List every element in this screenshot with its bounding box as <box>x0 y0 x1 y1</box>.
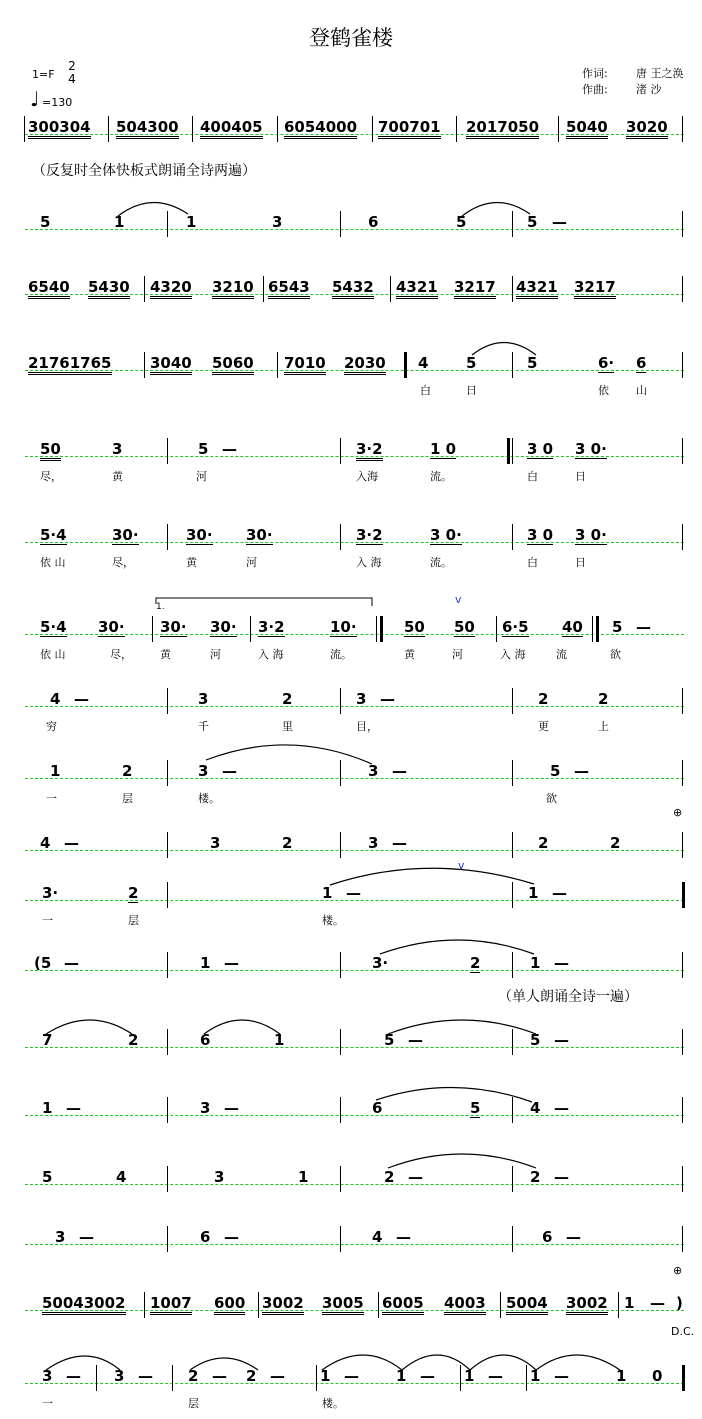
lyric-syllable: 流。 <box>330 648 352 661</box>
notation-token: 4 <box>372 1228 383 1246</box>
lyric-syllable: 山 <box>636 384 647 397</box>
notation-token: 5 <box>384 1031 395 1049</box>
notation-token: 1 <box>320 1367 331 1385</box>
notation-token: — <box>396 1228 411 1246</box>
notation-token: 5 <box>470 1099 481 1117</box>
lyric-syllable: 流。 <box>430 470 452 483</box>
notation-token: 2 <box>610 834 621 852</box>
lyric-syllable: 入 海 <box>356 556 382 569</box>
notation-token: — <box>554 1367 569 1385</box>
lyric-syllable: 白 <box>527 470 538 483</box>
lyric-syllable: 河 <box>246 556 257 569</box>
notation-token: 1 <box>624 1294 635 1312</box>
notation-token: 5 <box>466 354 477 372</box>
notation-token: 7010 <box>284 354 326 375</box>
slur <box>536 1355 620 1370</box>
notation-token: 5 <box>198 440 209 458</box>
coda-sign-icon: ⊕ <box>673 806 683 819</box>
lyric-syllable: 黄 <box>186 556 197 569</box>
notation-token: 1 <box>464 1367 475 1385</box>
time-signature-top: 2 <box>68 59 76 73</box>
notation-token: — <box>66 1099 81 1117</box>
notation-token: 3020 <box>626 118 668 139</box>
notation-token: 3·2 <box>356 440 383 461</box>
slur <box>388 1154 536 1168</box>
slur <box>206 745 372 764</box>
notation-token: 50 <box>40 440 61 461</box>
notation-token: 2 <box>384 1168 395 1186</box>
notation-token: 3 0 <box>527 440 554 458</box>
lyric-syllable: 更 <box>538 720 549 733</box>
performance-remark: （反复时全体快板式朗诵全诗两遍） <box>32 163 256 179</box>
notation-token: 5 <box>527 213 538 231</box>
notation-token: 1 <box>528 884 539 902</box>
lyric-syllable: 上 <box>598 720 609 733</box>
notation-token: 2 <box>538 690 549 708</box>
notation-token: 3 <box>272 213 283 231</box>
notation-token: 10· <box>330 618 357 636</box>
notation-token: 2 <box>122 762 133 780</box>
credit-label: 作词: <box>582 67 608 80</box>
notation-token: (5 <box>34 954 52 972</box>
notation-token: — <box>346 884 361 902</box>
coda-sign-icon: ⊕ <box>673 1264 683 1277</box>
slur <box>330 868 534 885</box>
notation-token: 50 <box>404 618 425 636</box>
notation-token: 1 <box>114 213 125 231</box>
slur <box>190 1358 258 1370</box>
notation-token: — <box>408 1168 423 1186</box>
notation-token: 5 <box>550 762 561 780</box>
notation-token: 4320 <box>150 278 192 299</box>
notation-token: 3 <box>210 834 221 852</box>
notation-token: 3 <box>368 762 379 780</box>
notation-token: 5 <box>527 354 538 372</box>
notation-token: — <box>420 1367 435 1385</box>
slur <box>472 343 536 356</box>
notation-token: — <box>554 954 569 972</box>
notation-token: 0 <box>652 1367 663 1385</box>
notation-token: 30· <box>246 526 273 544</box>
notation-token: 3217 <box>454 278 496 299</box>
notation-token: 3 <box>200 1099 211 1117</box>
lyric-syllable: 层 <box>188 1397 199 1410</box>
notation-token: 6005 <box>382 1294 424 1315</box>
notation-token: 4 <box>40 834 51 852</box>
notation-token: 30· <box>186 526 213 544</box>
notation-token: 40 <box>562 618 583 636</box>
notation-token: — <box>552 884 567 902</box>
notation-token: 5·4 <box>40 618 67 636</box>
notation-token: — <box>212 1367 227 1385</box>
notation-token: 2 <box>538 834 549 852</box>
notation-token: 1 0 <box>430 440 457 458</box>
notation-token: 6· <box>598 354 615 372</box>
credit-value: 渚 沙 <box>636 83 662 96</box>
da-capo-label: D.C. <box>671 1325 695 1338</box>
notation-token: 1 <box>530 954 541 972</box>
notation-token: 4 <box>50 690 61 708</box>
notation-token: 2 <box>188 1367 199 1385</box>
notation-token: 3 0· <box>575 440 607 458</box>
notation-token: 1 <box>322 884 333 902</box>
notation-token: — <box>222 440 237 458</box>
lyric-syllable: 一 <box>42 914 53 927</box>
lyric-syllable: 日 <box>575 470 586 483</box>
notation-token: 1 <box>186 213 197 231</box>
notation-token: 2030 <box>344 354 386 375</box>
lyric-syllable: 穷 <box>46 720 57 733</box>
lyric-syllable: 依 山 <box>40 556 66 569</box>
notation-token: 3· <box>372 954 389 972</box>
notation-token: 1007 <box>150 1294 192 1315</box>
lyric-syllable: 尽， <box>110 648 132 661</box>
notation-token: 5 <box>530 1031 541 1049</box>
notation-token: 50043002 <box>42 1294 126 1315</box>
notation-token: 600 <box>214 1294 245 1315</box>
notation-token: 2 <box>246 1367 257 1385</box>
breath-mark-icon: v <box>458 859 465 872</box>
lyric-syllable: 千 <box>198 720 209 733</box>
notation-token: 21761765 <box>28 354 112 375</box>
notation-token: 1 <box>274 1031 285 1049</box>
slur <box>204 1020 280 1034</box>
breath-mark-icon: v <box>455 593 462 606</box>
notation-token: 3·2 <box>258 618 285 636</box>
notation-token: 1 <box>298 1168 309 1186</box>
slur <box>388 1020 536 1034</box>
notation-token: 6 <box>200 1031 211 1049</box>
notation-token: — <box>650 1294 665 1312</box>
notation-token: — <box>224 954 239 972</box>
notation-token: — <box>270 1367 285 1385</box>
slur <box>402 1355 470 1370</box>
notation-token: 5060 <box>212 354 254 375</box>
notation-token: 4003 <box>444 1294 486 1315</box>
lyric-syllable: 入 海 <box>500 648 526 661</box>
notation-token: — <box>552 213 567 231</box>
notation-token: 1 <box>396 1367 407 1385</box>
lyric-syllable: 入 海 <box>258 648 284 661</box>
lyric-syllable: 层 <box>122 792 133 805</box>
lyric-syllable: 欲 <box>610 648 621 661</box>
notation-token: 5040 <box>566 118 608 139</box>
notation-token: 4 <box>116 1168 127 1186</box>
notation-token: 1 <box>200 954 211 972</box>
notation-token: 3 <box>114 1367 125 1385</box>
lyric-syllable: 黄 <box>404 648 415 661</box>
notation-token: — <box>554 1168 569 1186</box>
notation-token: 2017050 <box>466 118 539 139</box>
lyric-syllable: 楼。 <box>322 1397 344 1410</box>
notation-token: 4 <box>418 354 429 372</box>
lyric-syllable: 楼。 <box>322 914 344 927</box>
notation-token: — <box>224 1099 239 1117</box>
notation-token: — <box>380 690 395 708</box>
notation-token: — <box>222 762 237 780</box>
notation-token: 1 <box>50 762 61 780</box>
slur <box>376 1087 532 1102</box>
notation-token: 4321 <box>396 278 438 299</box>
notation-token: 3002 <box>262 1294 304 1315</box>
notation-token: 3 <box>368 834 379 852</box>
notation-token: 5 <box>456 213 467 231</box>
notation-token: 3 <box>55 1228 66 1246</box>
song-title: 登鹤雀楼 <box>309 26 393 50</box>
notation-token: 6 <box>542 1228 553 1246</box>
lyric-syllable: 一 <box>46 792 57 805</box>
slur <box>46 1356 120 1370</box>
notation-token: 1 <box>42 1099 53 1117</box>
lyric-syllable: 河 <box>452 648 463 661</box>
slur <box>46 1020 132 1034</box>
notation-token: 2 <box>530 1168 541 1186</box>
notation-token: 2 <box>128 1031 139 1049</box>
notation-token: 3 <box>42 1367 53 1385</box>
volta-bracket <box>156 598 372 606</box>
notation-token: 3 0· <box>575 526 607 544</box>
notation-token: 5 <box>40 213 51 231</box>
notation-token: 3 0 <box>527 526 554 544</box>
notation-token: 3 <box>356 690 367 708</box>
time-signature-bottom: 4 <box>68 72 76 86</box>
lyric-syllable: 白 <box>420 384 431 397</box>
notation-token: 6·5 <box>502 618 529 636</box>
quarter-note-icon: ♩ <box>30 87 40 111</box>
notation-token: — <box>79 1228 94 1246</box>
notation-token: 1 <box>530 1367 541 1385</box>
slur <box>462 202 530 216</box>
lyric-syllable: 里 <box>282 720 293 733</box>
lyric-syllable: 白 <box>527 556 538 569</box>
notation-token: — <box>392 834 407 852</box>
credit-label: 作曲: <box>582 83 608 96</box>
lyric-syllable: 黄 <box>160 648 171 661</box>
notation-token: 3 0· <box>430 526 462 544</box>
notation-token: 7 <box>42 1031 53 1049</box>
notation-token: 3217 <box>574 278 616 299</box>
notation-token: — <box>224 1228 239 1246</box>
lyric-syllable: 一 <box>42 1397 53 1410</box>
slur <box>322 1355 402 1370</box>
notation-token: — <box>566 1228 581 1246</box>
notation-token: 5430 <box>88 278 130 299</box>
notation-token: 30· <box>98 618 125 636</box>
notation-token: 400405 <box>200 118 263 139</box>
notation-token: 3 <box>112 440 123 458</box>
notation-token: 504300 <box>116 118 179 139</box>
notation-token: 700701 <box>378 118 441 139</box>
lyric-syllable: 尽， <box>40 470 62 483</box>
notation-token: — <box>488 1367 503 1385</box>
notation-token: — <box>636 618 651 636</box>
notation-token: 300304 <box>28 118 91 139</box>
lyric-syllable: 楼。 <box>198 792 220 805</box>
notation-token: — <box>408 1031 423 1049</box>
lyric-syllable: 日 <box>575 556 586 569</box>
notation-token: — <box>344 1367 359 1385</box>
notation-token: 3 <box>214 1168 225 1186</box>
notation-token: — <box>138 1367 153 1385</box>
performance-remark: （单人朗诵全诗一遍） <box>498 989 638 1005</box>
notation-token: 3005 <box>322 1294 364 1315</box>
notation-token: 3 <box>198 690 209 708</box>
lyric-syllable: 目， <box>356 720 378 733</box>
lyric-syllable: 尽， <box>112 556 134 569</box>
notation-token: ) <box>676 1294 683 1312</box>
credit-value: 唐 王之涣 <box>636 67 684 80</box>
notation-token: 5004 <box>506 1294 548 1315</box>
lyric-syllable: 黄 <box>112 470 123 483</box>
notation-token: 2 <box>128 884 139 902</box>
notation-token: 6543 <box>268 278 310 299</box>
lyric-syllable: 层 <box>128 914 139 927</box>
notation-token: — <box>74 690 89 708</box>
notation-token: 30· <box>210 618 237 636</box>
notation-token: 3· <box>42 884 59 902</box>
notation-token: 3210 <box>212 278 254 299</box>
lyric-syllable: 依 <box>598 384 609 397</box>
notation-token: 6 <box>200 1228 211 1246</box>
notation-token: 2 <box>282 834 293 852</box>
notation-token: 2 <box>282 690 293 708</box>
notation-token: 6 <box>372 1099 383 1117</box>
slur <box>380 940 534 954</box>
lyric-syllable: 日 <box>466 384 477 397</box>
lyric-syllable: 欲 <box>546 792 557 805</box>
lyric-syllable: 河 <box>210 648 221 661</box>
lyric-syllable: 依 山 <box>40 648 66 661</box>
notation-token: 5 <box>612 618 623 636</box>
slur <box>470 1355 536 1370</box>
notation-token: — <box>392 762 407 780</box>
notation-token: 1 <box>616 1367 627 1385</box>
notation-token: 4 <box>530 1099 541 1117</box>
notation-token: — <box>554 1099 569 1117</box>
notation-token: 6540 <box>28 278 70 299</box>
notation-token: 6054000 <box>284 118 357 139</box>
lyric-syllable: 流 <box>556 648 567 661</box>
volta-label: 1. <box>156 602 165 612</box>
notation-token: 3040 <box>150 354 192 375</box>
notation-token: 50 <box>454 618 475 636</box>
lyric-syllable: 流。 <box>430 556 452 569</box>
notation-token: 4321 <box>516 278 558 299</box>
notation-token: — <box>66 1367 81 1385</box>
notation-token: 2 <box>470 954 481 972</box>
notation-token: 30· <box>160 618 187 636</box>
notation-token: 5·4 <box>40 526 67 544</box>
notation-token: 3002 <box>566 1294 608 1315</box>
notation-token: 6 <box>636 354 647 372</box>
notation-token: — <box>574 762 589 780</box>
tempo-value: =130 <box>42 96 73 109</box>
notation-token: 5432 <box>332 278 374 299</box>
notation-token: 30· <box>112 526 139 544</box>
notation-token: 3 <box>198 762 209 780</box>
notation-token: — <box>554 1031 569 1049</box>
notation-token: — <box>64 954 79 972</box>
notation-token: 2 <box>598 690 609 708</box>
notation-token: 5 <box>42 1168 53 1186</box>
slur <box>118 202 188 216</box>
lyric-syllable: 入海 <box>356 470 378 483</box>
key-signature: 1=F <box>32 68 55 81</box>
notation-token: 6 <box>368 213 379 231</box>
notation-token: 3·2 <box>356 526 383 544</box>
notation-token: — <box>64 834 79 852</box>
lyric-syllable: 河 <box>196 470 207 483</box>
